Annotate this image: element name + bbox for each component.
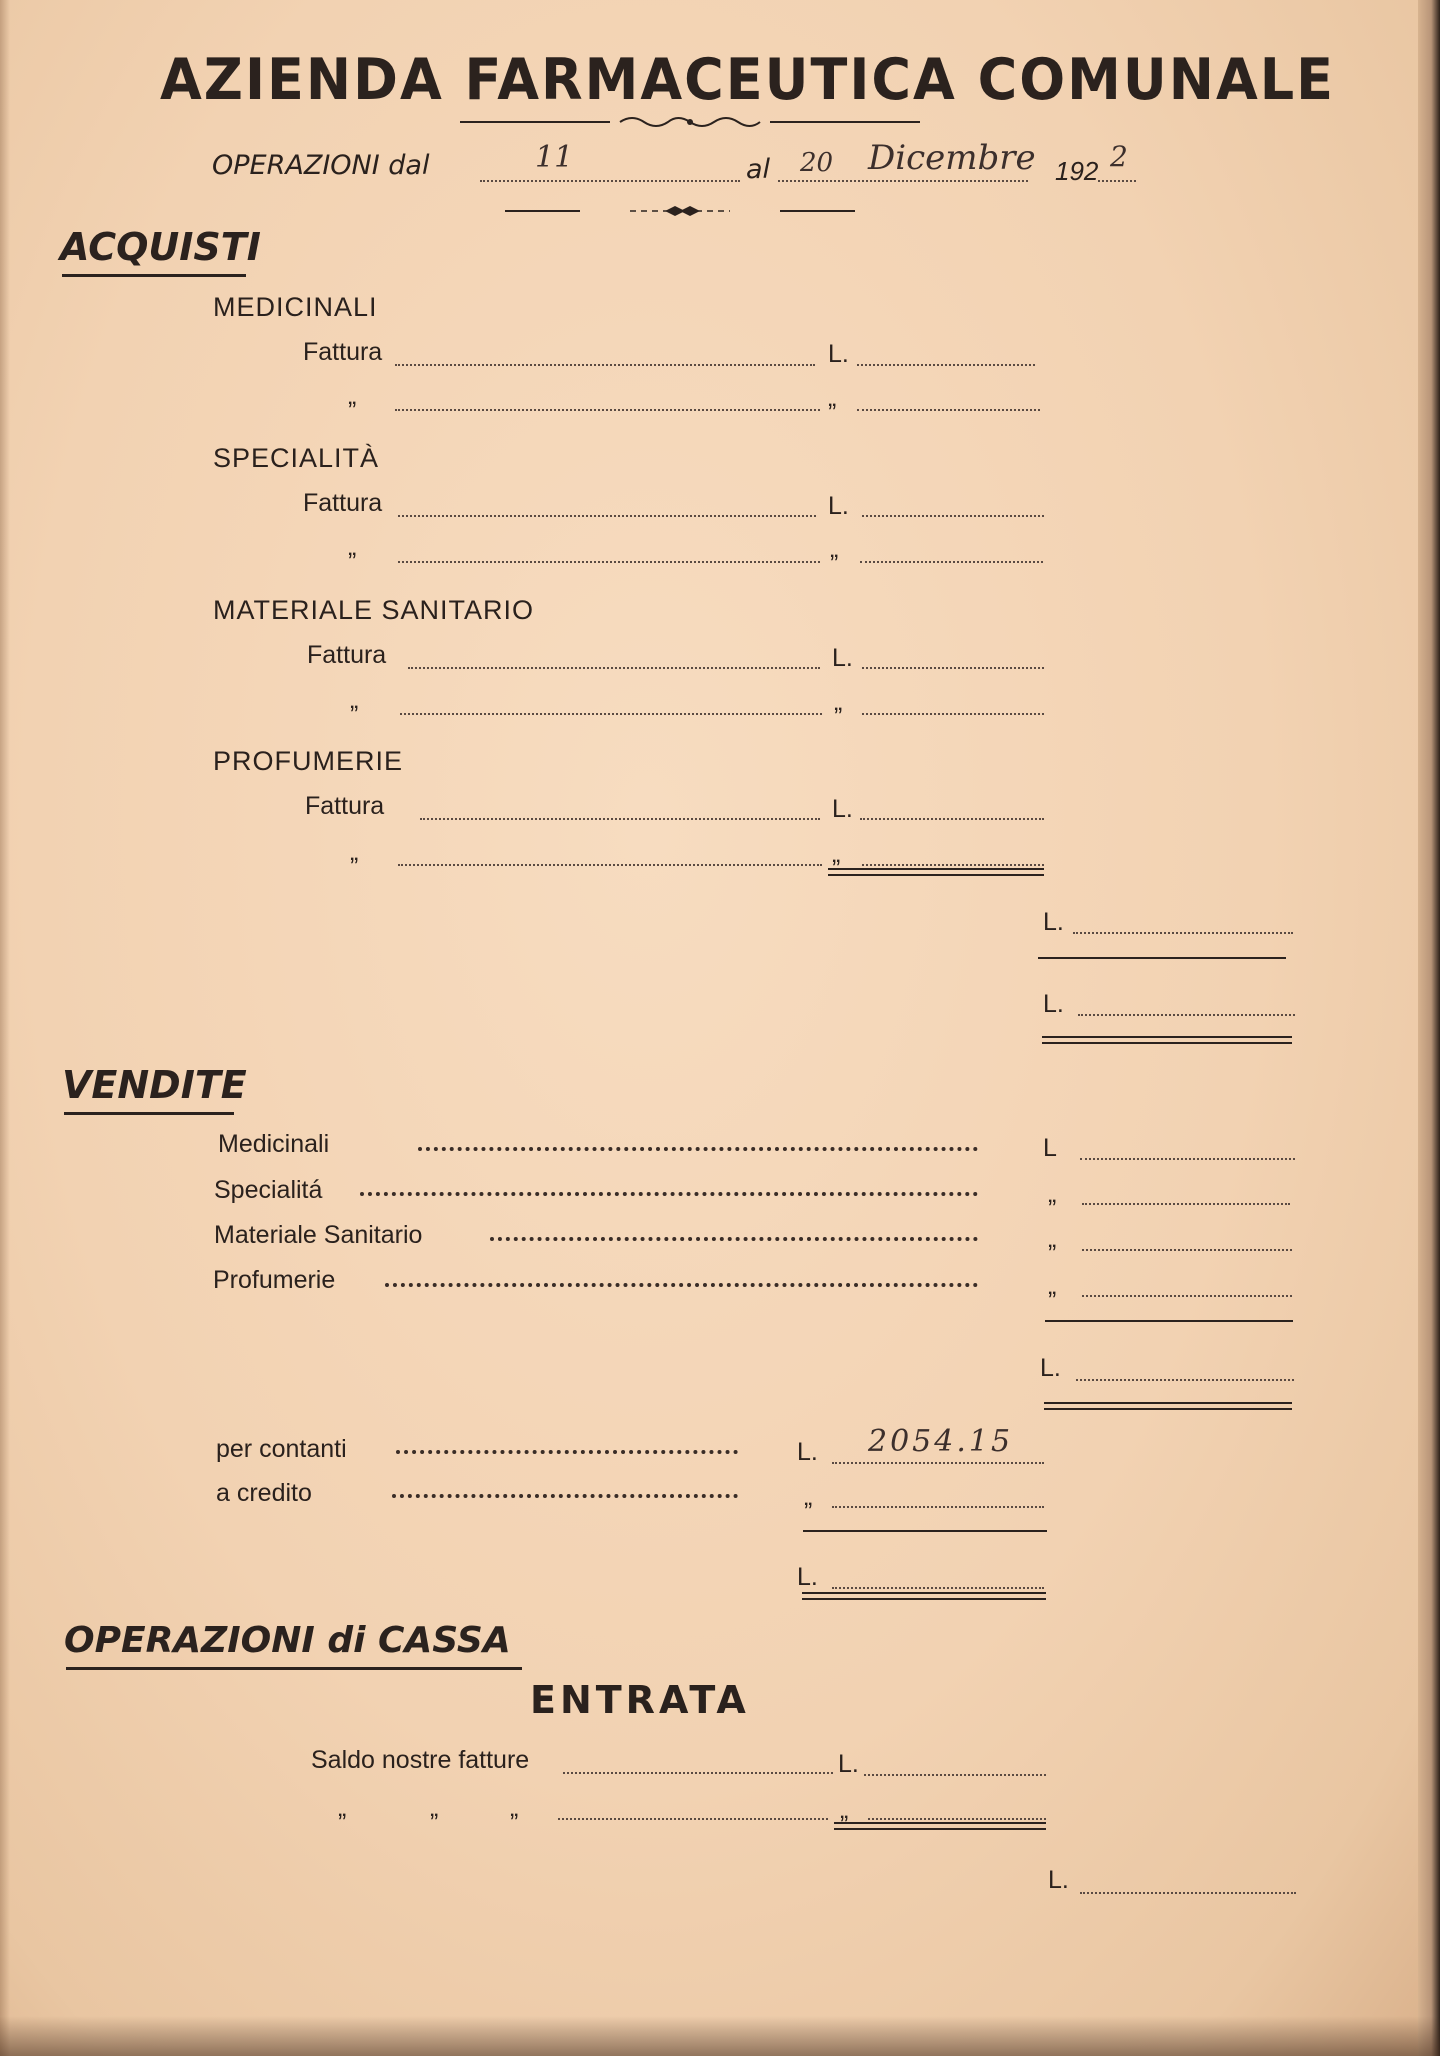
vendite-specialita-leader: [360, 1192, 978, 1196]
profumerie-ditto: „: [350, 838, 359, 866]
specialita-lire-label: L.: [828, 492, 849, 520]
medicinali-lire-label: L.: [828, 340, 849, 368]
specialita-ditto: „: [348, 533, 357, 561]
date-line: [212, 150, 429, 181]
acquisti-total-1-field[interactable]: [1073, 932, 1293, 934]
saldo-ditto-amount[interactable]: [868, 1818, 1046, 1820]
vendite-total-label: L.: [1040, 1354, 1061, 1382]
cassa-heading: OPERAZIONI di CASSA: [64, 1620, 511, 1661]
vendite-materiale-amount[interactable]: [1082, 1249, 1292, 1251]
per-contanti-leader: [396, 1450, 738, 1454]
specialita-amount-field[interactable]: [862, 515, 1044, 517]
profumerie-lire-label: L.: [832, 795, 853, 823]
vendite-medicinali-currency: L: [1043, 1134, 1057, 1162]
vendite-materiale-leader: [490, 1237, 978, 1241]
specialita-ditto-field[interactable]: [398, 561, 820, 563]
profumerie-ditto-field[interactable]: [398, 864, 822, 866]
profumerie-sum-rule: [828, 868, 1044, 876]
year-suffix: 2: [1110, 140, 1128, 173]
al-label: al: [746, 154, 771, 185]
vendite-profumerie-amount[interactable]: [1082, 1295, 1292, 1297]
medicinali-ditto: „: [348, 382, 357, 410]
profumerie-fattura-field[interactable]: [420, 818, 820, 820]
specialita-heading: SPECIALITÀ: [213, 443, 380, 473]
cassa-underline: [66, 1667, 522, 1670]
medicinali-amount-field[interactable]: [857, 364, 1035, 366]
date-from-field[interactable]: [480, 180, 740, 182]
saldo-field[interactable]: [563, 1772, 833, 1774]
profumerie-heading: PROFUMERIE: [213, 746, 404, 776]
date-to-field[interactable]: [778, 180, 1028, 182]
a-credito-leader: [392, 1494, 738, 1498]
profumerie-fattura-label: Fattura: [305, 792, 385, 820]
acquisti-total-1-label: L.: [1043, 908, 1064, 936]
materiale-ditto-lire: „: [834, 688, 843, 716]
cassa-total-label: L.: [1048, 1866, 1069, 1894]
materiale-ditto-field[interactable]: [400, 713, 822, 715]
specialita-fattura-label: Fattura: [303, 489, 383, 517]
vendite-profumerie-label: Profumerie: [213, 1266, 336, 1294]
medicinali-fattura-label: Fattura: [303, 338, 383, 366]
a-credito-label: a credito: [216, 1479, 312, 1507]
vendite-specialita-amount[interactable]: [1082, 1203, 1290, 1205]
profumerie-amount-field[interactable]: [860, 818, 1044, 820]
page-title: AZIENDA FARMACEUTICA COMUNALE: [160, 46, 1336, 113]
materiale-fattura-field[interactable]: [408, 667, 820, 669]
year-field[interactable]: [1098, 180, 1136, 182]
medicinali-heading: MEDICINALI: [213, 292, 378, 322]
materiale-fattura-label: Fattura: [307, 641, 387, 669]
acquisti-total-2-label: L.: [1043, 990, 1064, 1018]
vendite-materiale-label: Materiale Sanitario: [214, 1221, 423, 1249]
saldo-sum-rule: [834, 1822, 1046, 1830]
acquisti-heading: ACQUISTI: [60, 225, 261, 269]
vendite-materiale-currency: „: [1048, 1225, 1057, 1253]
date-to-month: Dicembre: [868, 138, 1036, 178]
date-from-value: 11: [535, 140, 574, 175]
saldo-ditto-currency: „: [840, 1796, 849, 1824]
saldo-ditto-2: „: [430, 1794, 439, 1822]
per-contanti-label: per contanti: [216, 1435, 347, 1463]
specialita-fattura-field[interactable]: [398, 515, 816, 517]
materiale-heading: MATERIALE SANITARIO: [213, 595, 535, 625]
operazioni-label: OPERAZIONI dal: [212, 150, 430, 181]
medicinali-ditto-amount[interactable]: [857, 409, 1040, 411]
vendite-underline: [64, 1112, 234, 1115]
per-contanti-amount-field[interactable]: [832, 1462, 1044, 1464]
profumerie-ditto-amount[interactable]: [862, 864, 1044, 866]
saldo-ditto-3: „: [510, 1794, 519, 1822]
cassa-total-field[interactable]: [1080, 1892, 1296, 1894]
a-credito-amount-field[interactable]: [832, 1506, 1044, 1508]
per-contanti-currency: L.: [797, 1438, 818, 1466]
materiale-ditto: „: [350, 686, 359, 714]
vendite-medicinali-amount[interactable]: [1080, 1158, 1295, 1160]
vendite-profumerie-currency: „: [1048, 1272, 1057, 1300]
header-divider: [505, 203, 855, 219]
specialita-ditto-amount[interactable]: [860, 561, 1043, 563]
entrata-heading: ENTRATA: [530, 1678, 750, 1722]
vendite-profumerie-leader: [385, 1283, 978, 1287]
profumerie-ditto-lire: „: [832, 840, 841, 868]
vendite-medicinali-leader: [418, 1147, 978, 1151]
acquisti-total-2-field[interactable]: [1078, 1014, 1295, 1016]
a-credito-currency: „: [804, 1483, 813, 1511]
acquisti-total-1-rule: [1038, 957, 1286, 959]
vendite-total-field[interactable]: [1076, 1379, 1294, 1381]
vendite-heading: VENDITE: [62, 1063, 247, 1107]
title-ornament: [460, 112, 920, 132]
vendite-sum-rule: [1045, 1320, 1293, 1322]
medicinali-fattura-field[interactable]: [395, 364, 815, 366]
saldo-label: Saldo nostre fatture: [311, 1746, 530, 1774]
acquisti-underline: [62, 274, 246, 277]
materiale-lire-label: L.: [832, 644, 853, 672]
vendite-total-rule: [1044, 1402, 1292, 1410]
materiale-ditto-amount[interactable]: [862, 713, 1044, 715]
payment-total-rule: [802, 1592, 1046, 1600]
year-prefix: 192: [1055, 156, 1099, 186]
saldo-ditto-field[interactable]: [558, 1818, 828, 1820]
acquisti-total-2-rule: [1042, 1036, 1292, 1044]
page-shadow-bottom: [0, 2016, 1440, 2056]
saldo-amount-field[interactable]: [864, 1774, 1046, 1776]
medicinali-ditto-lire: „: [828, 384, 837, 412]
page-shadow-left: [0, 0, 10, 2056]
medicinali-ditto-field[interactable]: [395, 409, 820, 411]
payment-total-label: L.: [797, 1563, 818, 1591]
vendite-specialita-currency: „: [1048, 1180, 1057, 1208]
page-edge-right: [1418, 0, 1440, 2056]
payment-total-field[interactable]: [832, 1587, 1044, 1589]
vendite-medicinali-label: Medicinali: [218, 1130, 330, 1158]
saldo-currency: L.: [838, 1750, 859, 1778]
saldo-ditto-1: „: [338, 1794, 347, 1822]
per-contanti-amount: 2054.15: [868, 1424, 1014, 1459]
specialita-ditto-lire: „: [830, 535, 839, 563]
materiale-amount-field[interactable]: [862, 667, 1044, 669]
vendite-specialita-label: Specialitá: [214, 1176, 323, 1204]
payment-sum-rule: [803, 1530, 1047, 1532]
date-to-day: 20: [800, 148, 834, 178]
